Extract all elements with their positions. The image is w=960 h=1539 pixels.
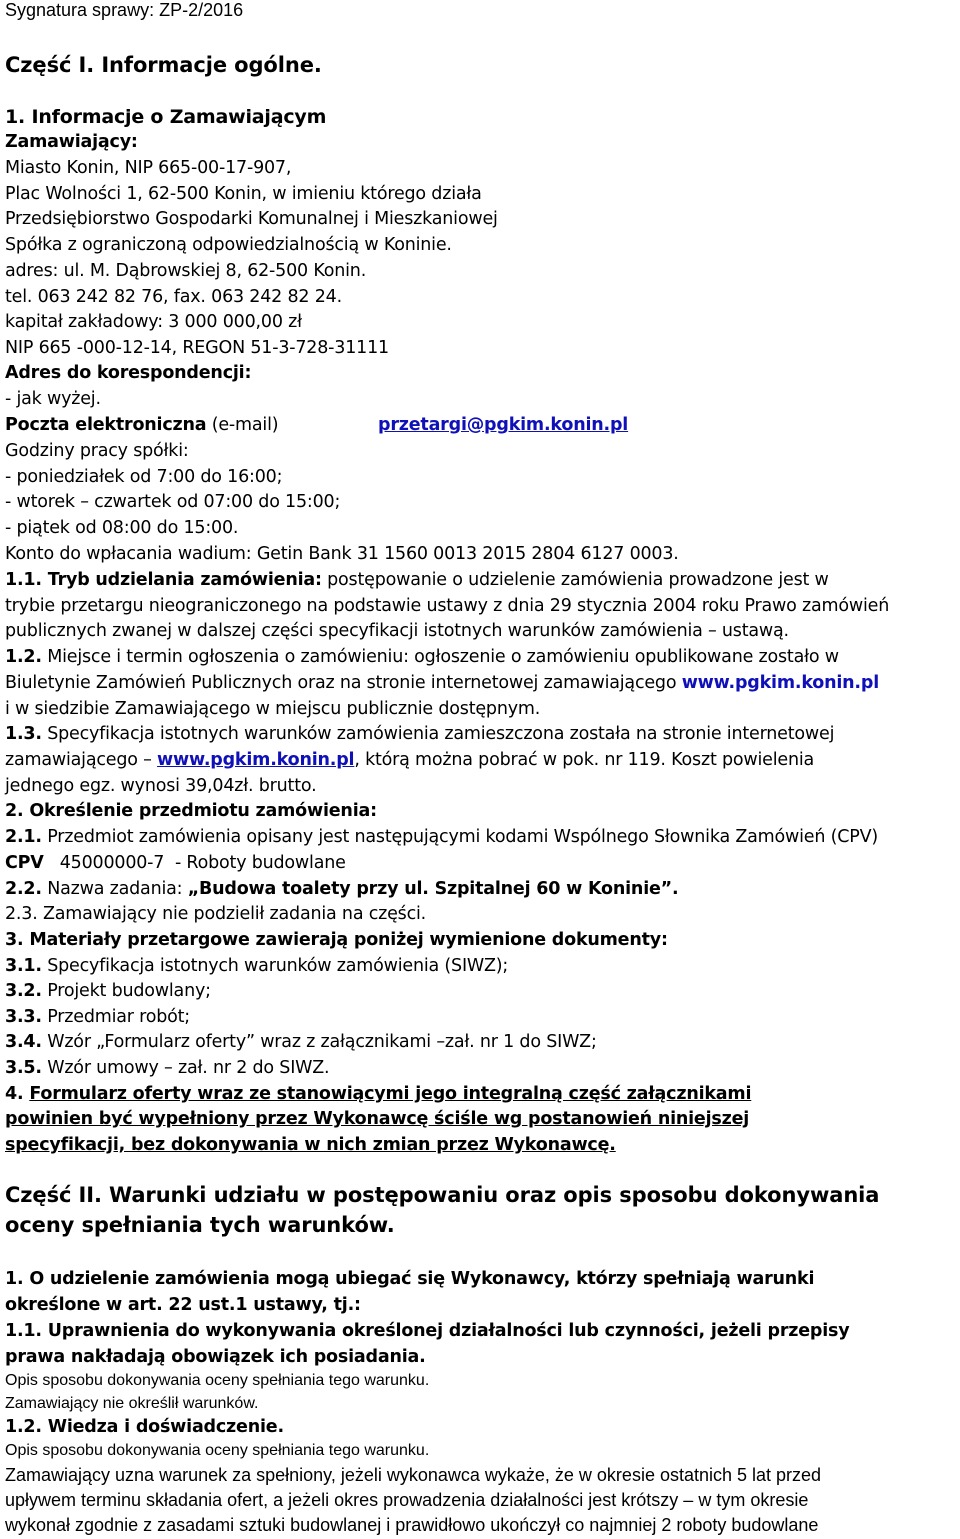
p11-line3: publicznych zwanej w dalszej części specyfikacji istotnych warunków zamówienia – ustawą.: [5, 621, 789, 641]
info-line: Spółka z ograniczoną odpowiedzialnością w Koninie.: [5, 235, 452, 255]
p13-line2: [5, 748, 814, 772]
p11-bold: Tryb udzielania zamówienia:: [41, 570, 322, 590]
p13-line3: jednego egz. wynosi 39,04zł. brutto.: [5, 776, 317, 796]
hours-line: - poniedziałek od 7:00 do 16:00;: [5, 467, 283, 487]
correspondence-label: Adres do korespondencji:: [5, 363, 252, 383]
p11-text: postępowanie o udzielenie zamówienia prowadzone jest w: [321, 570, 829, 590]
p13-text2a: zamawiającego –: [5, 750, 158, 770]
doc-num: 3.5.: [5, 1058, 42, 1078]
part2-p11-line1: 1.1. Uprawnienia do wykonywania określonej działalności lub czynności, jeżeli przepisy: [5, 1321, 850, 1341]
info-line: Przedsiębiorstwo Gospodarki Komunalnej i Mieszkaniowej: [5, 209, 498, 229]
cpv-label: CPV: [5, 853, 44, 873]
part2-sec1-line1: 1. O udzielenie zamówienia mogą ubiegać się Wykonawcy, którzy spełniają warunki: [5, 1269, 815, 1289]
doc-text: Wzór umowy – zał. nr 2 do SIWZ.: [41, 1058, 330, 1078]
p12-text2: Biuletynie Zamówień Publicznych oraz na stronie internetowej zamawiającego: [5, 673, 682, 693]
doc-item: [5, 1030, 597, 1054]
info-line: Miasto Konin, NIP 665-00-17-907,: [5, 158, 292, 178]
section4-num: 4.: [5, 1084, 30, 1104]
part1-title: Część I. Informacje ogólne.: [5, 53, 322, 77]
section4-line1: [5, 1082, 751, 1106]
doc-item: [5, 979, 211, 1003]
p11-num: 1.1.: [5, 570, 42, 590]
hours-title: Godziny pracy spółki:: [5, 441, 189, 461]
cpv-line: [5, 851, 346, 875]
doc-text: Przedmiar robót;: [41, 1007, 191, 1027]
website-link[interactable]: www.pgkim.konin.pl: [681, 673, 880, 693]
doc-item: [5, 1005, 190, 1029]
correspondence-value: - jak wyżej.: [5, 389, 101, 409]
p12-line2: [5, 671, 879, 695]
part2-title-line2: oceny spełniania tych warunków.: [5, 1213, 395, 1237]
p12-line3: i w siedzibie Zamawiającego w miejscu publicznie dostępnym.: [5, 699, 541, 719]
email-label: Poczta elektroniczna: [5, 415, 207, 435]
part2-p12-desc: Opis sposobu dokonywania oceny spełniania tego warunku.: [5, 1442, 430, 1459]
cpv-text: 45000000-7 - Roboty budowlane: [43, 853, 346, 873]
p11-line1: [5, 568, 829, 592]
info-line: tel. 063 242 82 76, fax. 063 242 82 24.: [5, 287, 342, 307]
p13-num: 1.3.: [5, 724, 42, 744]
p11-line2: trybie przetargu nieograniczonego na podstawie ustawy z dnia 29 stycznia 2004 roku Prawo zamówień: [5, 596, 890, 616]
section1-title: 1. Informacje o Zamawiającym: [5, 106, 327, 128]
hours-line: - piątek od 08:00 do 15:00.: [5, 518, 239, 538]
part2-sec1-line2: określone w art. 22 ust.1 ustawy, tj.:: [5, 1295, 361, 1315]
part2-p12-line: wykonał zgodnie z zasadami sztuki budowlanej i prawidłowo ukończył co najmniej 2 roboty budowlane: [5, 1515, 819, 1535]
p22-text: Nazwa zadania:: [41, 879, 188, 899]
email-row: [5, 413, 278, 437]
section4-line3: specyfikacji, bez dokonywania w nich zmian przez Wykonawcę.: [5, 1135, 616, 1155]
task-name: „Budowa toalety przy ul. Szpitalnej 60 w Koninie”.: [187, 879, 679, 899]
doc-num: 3.4.: [5, 1032, 42, 1052]
info-line: kapitał zakładowy: 3 000 000,00 zł: [5, 312, 302, 332]
info-line: adres: ul. M. Dąbrowskiej 8, 62-500 Konin.: [5, 261, 367, 281]
section2-title: 2. Określenie przedmiotu zamówienia:: [5, 801, 377, 821]
doc-text: Projekt budowlany;: [41, 981, 211, 1001]
doc-num: 3.1.: [5, 956, 42, 976]
p12-line1: [5, 645, 839, 669]
section4-text: Formularz oferty wraz ze stanowiącymi jego integralną część załącznikami: [29, 1084, 752, 1104]
p21-line: [5, 825, 878, 849]
p21-text: Przedmiot zamówienia opisany jest następującymi kodami Wspólnego Słownika Zamówień (CPV): [41, 827, 878, 847]
doc-num: 3.2.: [5, 981, 42, 1001]
part2-title-line1: Część II. Warunki udziału w postępowaniu oraz opis sposobu dokonywania: [5, 1183, 880, 1207]
email-link[interactable]: przetargi@pgkim.konin.pl: [378, 415, 629, 435]
info-line: Plac Wolności 1, 62-500 Konin, w imieniu którego działa: [5, 184, 482, 204]
part2-p11-line2: prawa nakładają obowiązek ich posiadania.: [5, 1347, 426, 1367]
bank-account: Konto do wpłacania wadium: Getin Bank 31 1560 0013 2015 2804 6127 0003.: [5, 544, 679, 564]
part2-p12-line: Zamawiający uzna warunek za spełniony, jeżeli wykonawca wykaże, że w okresie ostatnich 5 lat przed: [5, 1465, 822, 1485]
p21-num: 2.1.: [5, 827, 42, 847]
doc-num: 3.3.: [5, 1007, 42, 1027]
doc-text: Wzór „Formularz oferty” wraz z załącznikami –zał. nr 1 do SIWZ;: [41, 1032, 597, 1052]
part2-p11-note: Zamawiający nie określił warunków.: [5, 1395, 259, 1412]
part2-p12-title: 1.2. Wiedza i doświadczenie.: [5, 1417, 284, 1437]
info-line: NIP 665 -000-12-14, REGON 51-3-728-31111: [5, 338, 389, 358]
part2-p12-line: upływem terminu składania ofert, a jeżeli okres prowadzenia działalności jest krótszy – w tym okresie: [5, 1490, 809, 1510]
doc-item: [5, 1056, 329, 1080]
email-suffix: (e-mail): [206, 415, 279, 435]
section3-title: 3. Materiały przetargowe zawierają poniżej wymienione dokumenty:: [5, 930, 668, 950]
hours-line: - wtorek – czwartek od 07:00 do 15:00;: [5, 492, 341, 512]
p12-num: 1.2.: [5, 647, 42, 667]
part2-p11-desc: Opis sposobu dokonywania oceny spełniania tego warunku.: [5, 1372, 430, 1389]
website-link[interactable]: www.pgkim.konin.pl: [157, 750, 355, 770]
p13-text2b: , którą można pobrać w pok. nr 119. Koszt powielenia: [354, 750, 815, 770]
section4-line2: powinien być wypełniony przez Wykonawcę ściśle wg postanowień niniejszej: [5, 1109, 750, 1129]
p22-num: 2.2.: [5, 879, 42, 899]
p13-text: Specyfikacja istotnych warunków zamówienia zamieszczona została na stronie internetowej: [41, 724, 835, 744]
case-signature: Sygnatura sprawy: ZP-2/2016: [5, 0, 244, 20]
p13-line1: [5, 722, 834, 746]
p22-line: [5, 877, 678, 901]
p23-line: 2.3. Zamawiający nie podzielił zadania na części.: [5, 904, 427, 924]
zamawiajacy-label: Zamawiający:: [5, 132, 138, 152]
doc-text: Specyfikacja istotnych warunków zamówienia (SIWZ);: [41, 956, 509, 976]
doc-item: [5, 954, 508, 978]
p12-text: Miejsce i termin ogłoszenia o zamówieniu: ogłoszenie o zamówieniu opublikowane zostało w: [41, 647, 839, 667]
